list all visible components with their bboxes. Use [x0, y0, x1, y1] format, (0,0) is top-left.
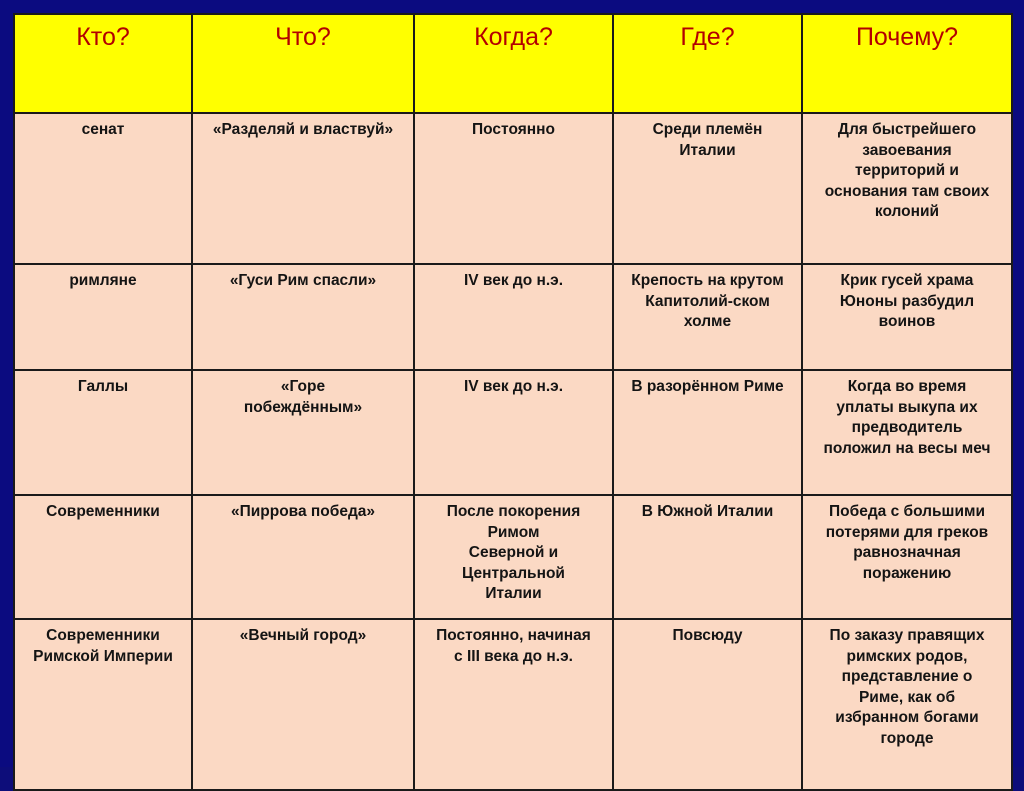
- header-why: Почему?: [802, 14, 1012, 113]
- cell-where: Крепость на крутом Капитолий-ском холме: [613, 264, 802, 370]
- cell-what: «Пиррова победа»: [192, 495, 414, 619]
- header-who: Кто?: [14, 14, 192, 113]
- table-row: [14, 113, 1012, 264]
- cell-why: Крик гусей храма Юноны разбудил воинов: [802, 264, 1012, 370]
- header-where: Где?: [613, 14, 802, 113]
- cell-why: Для быстрейшего завоевания территорий и основания там своих колоний: [802, 113, 1012, 264]
- table-row: [14, 370, 1012, 495]
- cell-what: «Вечный город»: [192, 619, 414, 790]
- header-row: [14, 14, 1012, 113]
- cell-where: Повсюду: [613, 619, 802, 790]
- header-when: Когда?: [414, 14, 613, 113]
- cell-where: В Южной Италии: [613, 495, 802, 619]
- cell-who: Современники Римской Империи: [14, 619, 192, 790]
- table-row: [14, 264, 1012, 370]
- cell-why: Победа с большими потерями для греков равнозначная поражению: [802, 495, 1012, 619]
- cell-where: В разорённом Риме: [613, 370, 802, 495]
- cell-when: IV век до н.э.: [414, 264, 613, 370]
- cell-what: «Гуси Рим спасли»: [192, 264, 414, 370]
- table-row: [14, 619, 1012, 790]
- cell-what: «Разделяй и властвуй»: [192, 113, 414, 264]
- cell-who: Современники: [14, 495, 192, 619]
- cell-when: После покорения Римом Северной и Центральной Италии: [414, 495, 613, 619]
- cell-where: Среди племён Италии: [613, 113, 802, 264]
- cell-who: римляне: [14, 264, 192, 370]
- cell-when: Постоянно: [414, 113, 613, 264]
- cell-when: Постоянно, начиная с III века до н.э.: [414, 619, 613, 790]
- cell-who: Галлы: [14, 370, 192, 495]
- cell-when: IV век до н.э.: [414, 370, 613, 495]
- cell-why: Когда во время уплаты выкупа их предводитель положил на весы меч: [802, 370, 1012, 495]
- table-row: [14, 495, 1012, 619]
- cell-who: сенат: [14, 113, 192, 264]
- history-table: [13, 13, 1013, 791]
- cell-why: По заказу правящих римских родов, представление о Риме, как об избранном богами городе: [802, 619, 1012, 790]
- cell-what: «Горе побеждённым»: [192, 370, 414, 495]
- header-what: Что?: [192, 14, 414, 113]
